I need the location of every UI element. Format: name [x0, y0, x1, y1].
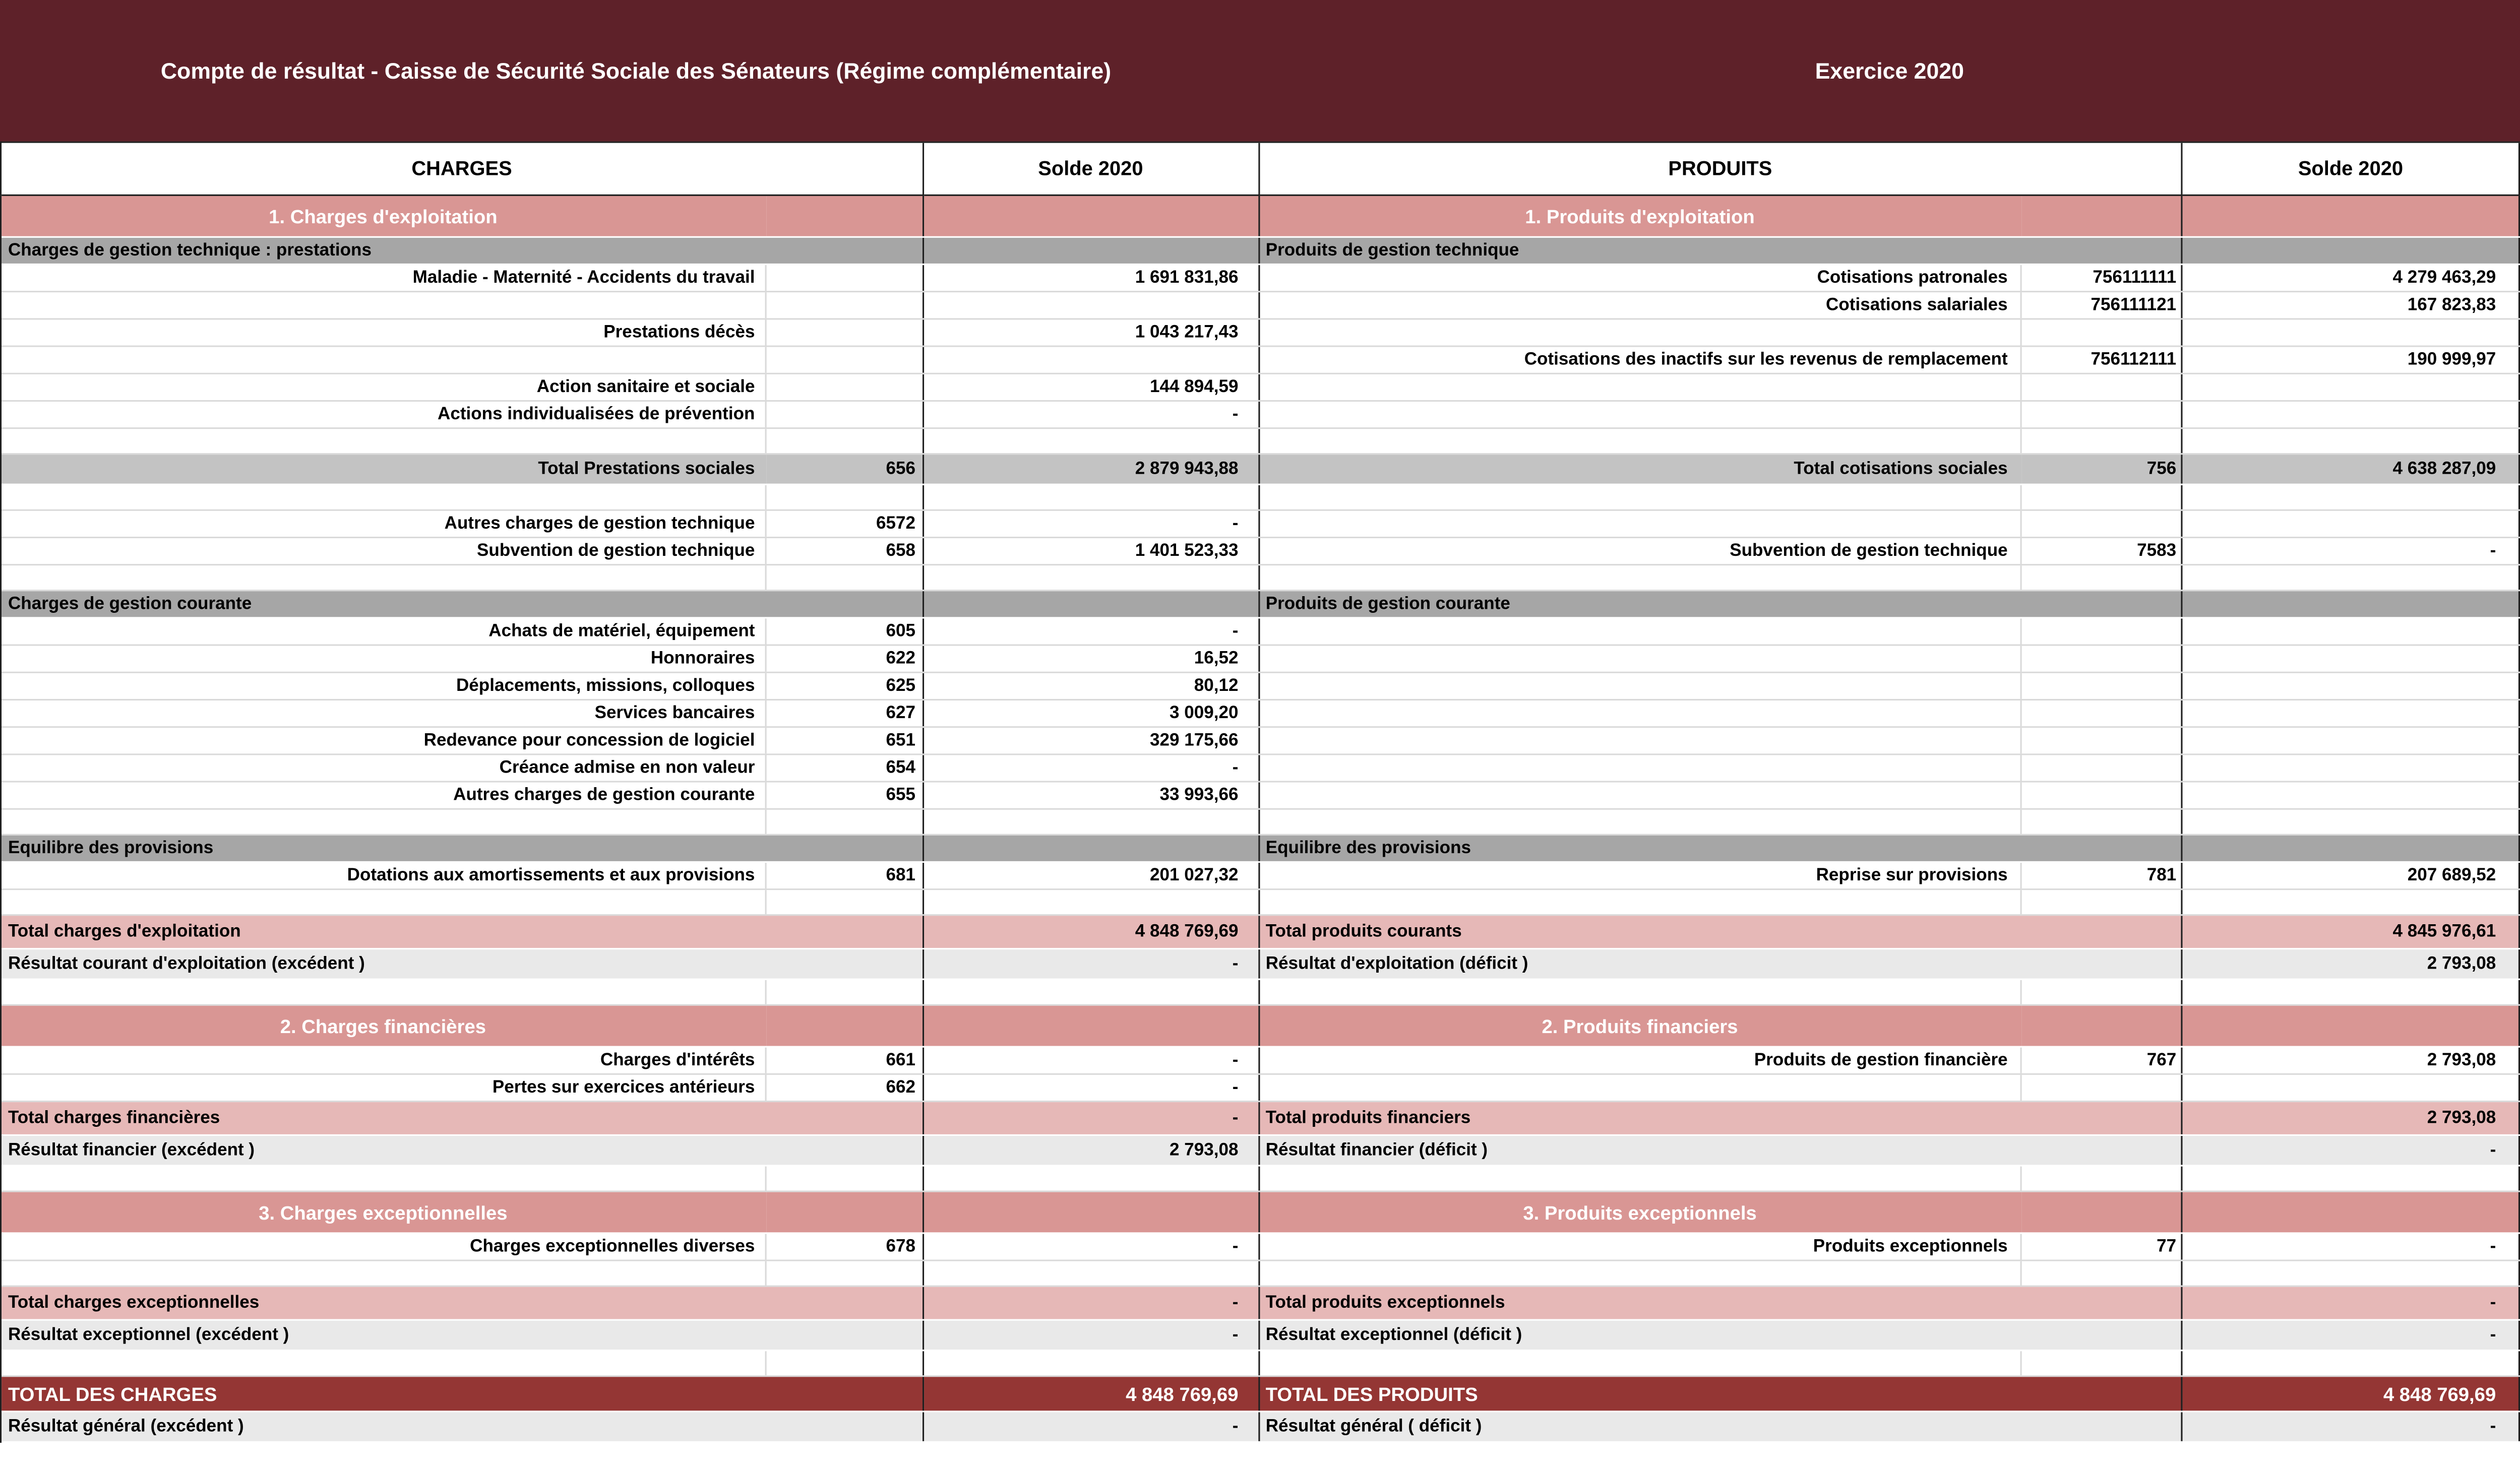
row-spacer	[2, 485, 2520, 511]
charges-amount	[924, 890, 1259, 914]
produits-amount	[2183, 1167, 2520, 1191]
produits-amount: 2 793,08	[2183, 1048, 2520, 1073]
charges-label: Charges exceptionnelles diverses	[2, 1234, 766, 1260]
row-spacer	[2, 565, 2520, 591]
produits-account-code	[2022, 700, 2183, 726]
produits-label: Total produits courants	[1259, 916, 2183, 948]
produits-amount	[2183, 319, 2520, 345]
produits-amount: -	[2183, 1234, 2520, 1260]
produits-label: Produits de gestion courante	[1259, 591, 2183, 617]
produits-label: Cotisations patronales	[1259, 265, 2022, 291]
produits-label	[1259, 783, 2022, 808]
charges-account-code	[766, 196, 924, 236]
produits-label: Produits de gestion financière	[1259, 1048, 2022, 1073]
charges-account-code: 658	[766, 538, 924, 564]
produits-amount	[2183, 673, 2520, 699]
charges-label: Maladie - Maternité - Accidents du travail	[2, 265, 766, 291]
charges-label: Résultat général (excédent )	[2, 1412, 924, 1441]
charges-account-code: 678	[766, 1234, 924, 1260]
charges-label	[2, 980, 766, 1004]
row-subheader	[2, 836, 2520, 863]
charges-column-header: CHARGES	[2, 143, 924, 196]
charges-amount	[924, 1192, 1259, 1233]
produits-amount	[2183, 1351, 2520, 1375]
charges-label: Prestations décès	[2, 319, 766, 345]
charges-label: Total charges d'exploitation	[2, 916, 924, 948]
charges-label: Subvention de gestion technique	[2, 538, 766, 564]
charges-label: Total charges financières	[2, 1102, 924, 1134]
produits-account-code	[2022, 1351, 2183, 1375]
produits-label	[1259, 1261, 2022, 1286]
charges-amount: 80,12	[924, 673, 1259, 699]
row-subheader	[2, 591, 2520, 618]
row-data	[2, 538, 2520, 565]
row-grand	[2, 1377, 2520, 1412]
charges-account-code	[766, 810, 924, 834]
produits-account-code	[2022, 673, 2183, 699]
charges-label: Résultat exceptionnel (excédent )	[2, 1321, 924, 1350]
produits-account-code: 756111121	[2022, 292, 2183, 318]
produits-label: 2. Produits financiers	[1259, 1006, 2022, 1046]
row-data	[2, 511, 2520, 538]
charges-account-code	[766, 1006, 924, 1046]
produits-amount: -	[2183, 538, 2520, 564]
charges-account-code	[766, 485, 924, 509]
charges-amount: -	[924, 618, 1259, 644]
charges-amount	[924, 591, 1259, 617]
row-spacer	[2, 429, 2520, 455]
produits-account-code	[2022, 565, 2183, 590]
charges-label: Charges de gestion technique : prestations	[2, 238, 924, 264]
produits-amount	[2183, 783, 2520, 808]
charges-label: TOTAL DES CHARGES	[2, 1377, 924, 1411]
charges-account-code: 651	[766, 728, 924, 753]
column-header-row	[0, 142, 2520, 196]
charges-amount: 329 175,66	[924, 728, 1259, 753]
charges-amount	[924, 238, 1259, 264]
charges-label: Services bancaires	[2, 700, 766, 726]
row-data	[2, 1075, 2520, 1102]
charges-amount: 1 691 831,86	[924, 265, 1259, 291]
row-section	[2, 1192, 2520, 1234]
produits-label	[1259, 700, 2022, 726]
produits-label: Résultat général ( déficit )	[1259, 1412, 2183, 1441]
charges-amount	[924, 810, 1259, 834]
charges-label: Charges de gestion courante	[2, 591, 924, 617]
produits-amount: 207 689,52	[2183, 863, 2520, 888]
produits-label: TOTAL DES PRODUITS	[1259, 1377, 2183, 1411]
row-data	[2, 374, 2520, 402]
charges-label: Action sanitaire et sociale	[2, 374, 766, 400]
charges-amount	[924, 1167, 1259, 1191]
charges-account-code: 655	[766, 783, 924, 808]
charges-account-code: 662	[766, 1075, 924, 1101]
produits-account-code	[2022, 1192, 2183, 1233]
row-spacer	[2, 1261, 2520, 1287]
charges-account-code	[766, 980, 924, 1004]
produits-label	[1259, 646, 2022, 672]
charges-amount	[924, 836, 1259, 861]
row-data	[2, 347, 2520, 374]
produits-label: Produits de gestion technique	[1259, 238, 2183, 264]
charges-label: 1. Charges d'exploitation	[2, 196, 766, 236]
charges-account-code: 622	[766, 646, 924, 672]
row-data	[2, 265, 2520, 292]
solde-left-column-header: Solde 2020	[924, 143, 1259, 196]
charges-amount: -	[924, 755, 1259, 781]
produits-label	[1259, 1167, 2022, 1191]
produits-account-code	[2022, 319, 2183, 345]
produits-account-code	[2022, 755, 2183, 781]
charges-amount: -	[924, 1412, 1259, 1441]
row-subheader	[2, 238, 2520, 265]
charges-account-code: 627	[766, 700, 924, 726]
produits-label: Produits exceptionnels	[1259, 1234, 2022, 1260]
charges-amount	[924, 565, 1259, 590]
charges-label	[2, 429, 766, 453]
produits-account-code	[2022, 728, 2183, 753]
charges-amount: -	[924, 1075, 1259, 1101]
row-data	[2, 673, 2520, 700]
charges-amount: 1 401 523,33	[924, 538, 1259, 564]
charges-account-code	[766, 292, 924, 318]
produits-amount: 4 845 976,61	[2183, 916, 2520, 948]
charges-label: Charges d'intérêts	[2, 1048, 766, 1073]
produits-account-code: 756112111	[2022, 347, 2183, 373]
produits-amount	[2183, 1075, 2520, 1101]
charges-account-code	[766, 402, 924, 427]
produits-amount	[2183, 238, 2520, 264]
charges-account-code: 656	[766, 455, 924, 483]
charges-label: Autres charges de gestion courante	[2, 783, 766, 808]
produits-amount	[2183, 728, 2520, 753]
produits-label: Cotisations des inactifs sur les revenus de remplacement	[1259, 347, 2022, 373]
charges-amount	[924, 485, 1259, 509]
row-data	[2, 728, 2520, 755]
produits-amount	[2183, 511, 2520, 537]
row-data	[2, 319, 2520, 347]
charges-label: Redevance pour concession de logiciel	[2, 728, 766, 753]
charges-account-code	[766, 1351, 924, 1375]
produits-label: Reprise sur provisions	[1259, 863, 2022, 888]
produits-amount: 2 793,08	[2183, 1102, 2520, 1134]
row-totalpink	[2, 916, 2520, 949]
charges-amount: 33 993,66	[924, 783, 1259, 808]
row-result	[2, 1136, 2520, 1167]
produits-label: Total produits financiers	[1259, 1102, 2183, 1134]
produits-amount	[2183, 980, 2520, 1004]
charges-label: Dotations aux amortissements et aux provisions	[2, 863, 766, 888]
charges-amount: 3 009,20	[924, 700, 1259, 726]
charges-amount: -	[924, 1234, 1259, 1260]
charges-label	[2, 890, 766, 914]
charges-account-code: 654	[766, 755, 924, 781]
charges-label	[2, 485, 766, 509]
produits-account-code	[2022, 374, 2183, 400]
produits-label	[1259, 319, 2022, 345]
produits-label	[1259, 728, 2022, 753]
charges-account-code	[766, 265, 924, 291]
charges-account-code	[766, 1167, 924, 1191]
produits-label: 1. Produits d'exploitation	[1259, 196, 2022, 236]
charges-amount: 2 793,08	[924, 1136, 1259, 1165]
produits-label: Total produits exceptionnels	[1259, 1287, 2183, 1319]
charges-amount: 4 848 769,69	[924, 1377, 1259, 1411]
produits-account-code	[2022, 618, 2183, 644]
produits-label	[1259, 485, 2022, 509]
produits-label	[1259, 755, 2022, 781]
row-data	[2, 700, 2520, 728]
produits-label	[1259, 374, 2022, 400]
row-section	[2, 1006, 2520, 1048]
charges-amount: -	[924, 1287, 1259, 1319]
produits-account-code: 7583	[2022, 538, 2183, 564]
produits-amount	[2183, 1192, 2520, 1233]
produits-amount	[2183, 374, 2520, 400]
produits-account-code	[2022, 485, 2183, 509]
charges-amount	[924, 1261, 1259, 1286]
produits-account-code	[2022, 196, 2183, 236]
produits-label	[1259, 618, 2022, 644]
produits-label	[1259, 402, 2022, 427]
produits-label: Equilibre des provisions	[1259, 836, 2183, 861]
charges-amount: -	[924, 949, 1259, 978]
charges-amount	[924, 347, 1259, 373]
produits-amount	[2183, 429, 2520, 453]
charges-account-code	[766, 1192, 924, 1233]
report-title: Compte de résultat - Caisse de Sécurité Sociale des Sénateurs (Régime complémentaire)	[160, 57, 1112, 84]
produits-column-header: PRODUITS	[1259, 143, 2183, 196]
produits-label	[1259, 810, 2022, 834]
charges-amount	[924, 1006, 1259, 1046]
produits-label	[1259, 890, 2022, 914]
charges-amount	[924, 980, 1259, 1004]
produits-label: Total cotisations sociales	[1259, 455, 2022, 483]
charges-label: Autres charges de gestion technique	[2, 511, 766, 537]
charges-label: Créance admise en non valeur	[2, 755, 766, 781]
produits-amount	[2183, 1261, 2520, 1286]
charges-label: 2. Charges financières	[2, 1006, 766, 1046]
produits-label	[1259, 565, 2022, 590]
produits-account-code	[2022, 402, 2183, 427]
produits-amount	[2183, 810, 2520, 834]
produits-amount	[2183, 890, 2520, 914]
produits-amount: 4 279 463,29	[2183, 265, 2520, 291]
row-data	[2, 292, 2520, 319]
charges-amount	[924, 196, 1259, 236]
produits-label	[1259, 980, 2022, 1004]
produits-amount: 4 638 287,09	[2183, 455, 2520, 483]
produits-amount	[2183, 1006, 2520, 1046]
charges-amount: 4 848 769,69	[924, 916, 1259, 948]
charges-account-code: 661	[766, 1048, 924, 1073]
charges-account-code: 681	[766, 863, 924, 888]
charges-amount: -	[924, 1321, 1259, 1350]
charges-label: Pertes sur exercices antérieurs	[2, 1075, 766, 1101]
charges-account-code	[766, 890, 924, 914]
charges-amount: 144 894,59	[924, 374, 1259, 400]
charges-label: 3. Charges exceptionnelles	[2, 1192, 766, 1233]
produits-account-code	[2022, 511, 2183, 537]
produits-account-code	[2022, 1075, 2183, 1101]
produits-account-code	[2022, 890, 2183, 914]
charges-amount: 1 043 217,43	[924, 319, 1259, 345]
charges-label: Résultat courant d'exploitation (excédent )	[2, 949, 924, 978]
produits-label: Résultat d'exploitation (déficit )	[1259, 949, 2183, 978]
charges-amount: 2 879 943,88	[924, 455, 1259, 483]
charges-amount: -	[924, 402, 1259, 427]
produits-account-code: 756	[2022, 455, 2183, 483]
row-totalpink	[2, 1287, 2520, 1321]
row-spacer	[2, 1167, 2520, 1192]
produits-label	[1259, 1075, 2022, 1101]
produits-label	[1259, 429, 2022, 453]
charges-account-code: 6572	[766, 511, 924, 537]
row-spacer	[2, 980, 2520, 1006]
charges-account-code	[766, 347, 924, 373]
charges-amount	[924, 429, 1259, 453]
produits-amount	[2183, 565, 2520, 590]
produits-amount	[2183, 836, 2520, 861]
charges-label: Actions individualisées de prévention	[2, 402, 766, 427]
title-bar	[0, 0, 2520, 142]
produits-amount	[2183, 646, 2520, 672]
row-data	[2, 863, 2520, 890]
row-result	[2, 1321, 2520, 1352]
produits-account-code	[2022, 783, 2183, 808]
produits-amount: 2 793,08	[2183, 949, 2520, 978]
produits-amount	[2183, 485, 2520, 509]
row-data	[2, 402, 2520, 429]
produits-label	[1259, 673, 2022, 699]
charges-amount	[924, 1351, 1259, 1375]
row-spacer	[2, 890, 2520, 916]
produits-amount	[2183, 700, 2520, 726]
produits-amount	[2183, 402, 2520, 427]
produits-account-code	[2022, 980, 2183, 1004]
fiscal-year-label: Exercice 2020	[1815, 57, 1964, 84]
produits-amount: -	[2183, 1412, 2520, 1441]
solde-right-column-header: Solde 2020	[2183, 143, 2520, 196]
charges-label	[2, 292, 766, 318]
produits-account-code	[2022, 429, 2183, 453]
produits-account-code	[2022, 810, 2183, 834]
produits-label: Cotisations salariales	[1259, 292, 2022, 318]
row-data	[2, 783, 2520, 810]
charges-label: Déplacements, missions, colloques	[2, 673, 766, 699]
produits-amount: 190 999,97	[2183, 347, 2520, 373]
row-result	[2, 1412, 2520, 1443]
charges-account-code	[766, 319, 924, 345]
charges-account-code	[766, 1261, 924, 1286]
charges-label	[2, 1167, 766, 1191]
produits-amount: -	[2183, 1136, 2520, 1165]
produits-label: 3. Produits exceptionnels	[1259, 1192, 2022, 1233]
row-totalpink	[2, 1102, 2520, 1136]
produits-label	[1259, 511, 2022, 537]
charges-amount: -	[924, 1102, 1259, 1134]
produits-account-code	[2022, 1006, 2183, 1046]
charges-label: Total charges exceptionnelles	[2, 1287, 924, 1319]
produits-account-code: 756111111	[2022, 265, 2183, 291]
row-data	[2, 755, 2520, 782]
produits-account-code	[2022, 1261, 2183, 1286]
charges-label	[2, 1351, 766, 1375]
produits-label: Résultat financier (déficit )	[1259, 1136, 2183, 1165]
row-spacer	[2, 1351, 2520, 1377]
charges-label: Achats de matériel, équipement	[2, 618, 766, 644]
row-data	[2, 1234, 2520, 1261]
charges-label	[2, 347, 766, 373]
produits-account-code	[2022, 646, 2183, 672]
row-data	[2, 618, 2520, 646]
produits-amount: -	[2183, 1321, 2520, 1350]
charges-account-code: 625	[766, 673, 924, 699]
row-data	[2, 646, 2520, 673]
charges-amount: 201 027,32	[924, 863, 1259, 888]
produits-amount	[2183, 755, 2520, 781]
produits-amount: 167 823,83	[2183, 292, 2520, 318]
row-section	[2, 196, 2520, 238]
row-data	[2, 1048, 2520, 1075]
charges-label: Equilibre des provisions	[2, 836, 924, 861]
charges-account-code: 605	[766, 618, 924, 644]
produits-account-code	[2022, 1167, 2183, 1191]
produits-amount	[2183, 591, 2520, 617]
produits-amount	[2183, 618, 2520, 644]
produits-account-code: 77	[2022, 1234, 2183, 1260]
produits-label: Résultat exceptionnel (déficit )	[1259, 1321, 2183, 1350]
produits-label	[1259, 1351, 2022, 1375]
produits-amount	[2183, 196, 2520, 236]
charges-label	[2, 810, 766, 834]
produits-amount: 4 848 769,69	[2183, 1377, 2520, 1411]
charges-amount: 16,52	[924, 646, 1259, 672]
charges-label: Résultat financier (excédent )	[2, 1136, 924, 1165]
row-subtotal	[2, 455, 2520, 485]
charges-label: Honnoraires	[2, 646, 766, 672]
charges-amount: -	[924, 1048, 1259, 1073]
produits-amount: -	[2183, 1287, 2520, 1319]
produits-label: Subvention de gestion technique	[1259, 538, 2022, 564]
table-body	[0, 196, 2520, 1443]
charges-account-code	[766, 429, 924, 453]
produits-account-code: 781	[2022, 863, 2183, 888]
charges-label	[2, 1261, 766, 1286]
charges-label: Total Prestations sociales	[2, 455, 766, 483]
row-spacer	[2, 810, 2520, 836]
row-result	[2, 949, 2520, 980]
charges-amount: -	[924, 511, 1259, 537]
charges-amount	[924, 292, 1259, 318]
produits-account-code: 767	[2022, 1048, 2183, 1073]
charges-account-code	[766, 374, 924, 400]
charges-label	[2, 565, 766, 590]
charges-account-code	[766, 565, 924, 590]
